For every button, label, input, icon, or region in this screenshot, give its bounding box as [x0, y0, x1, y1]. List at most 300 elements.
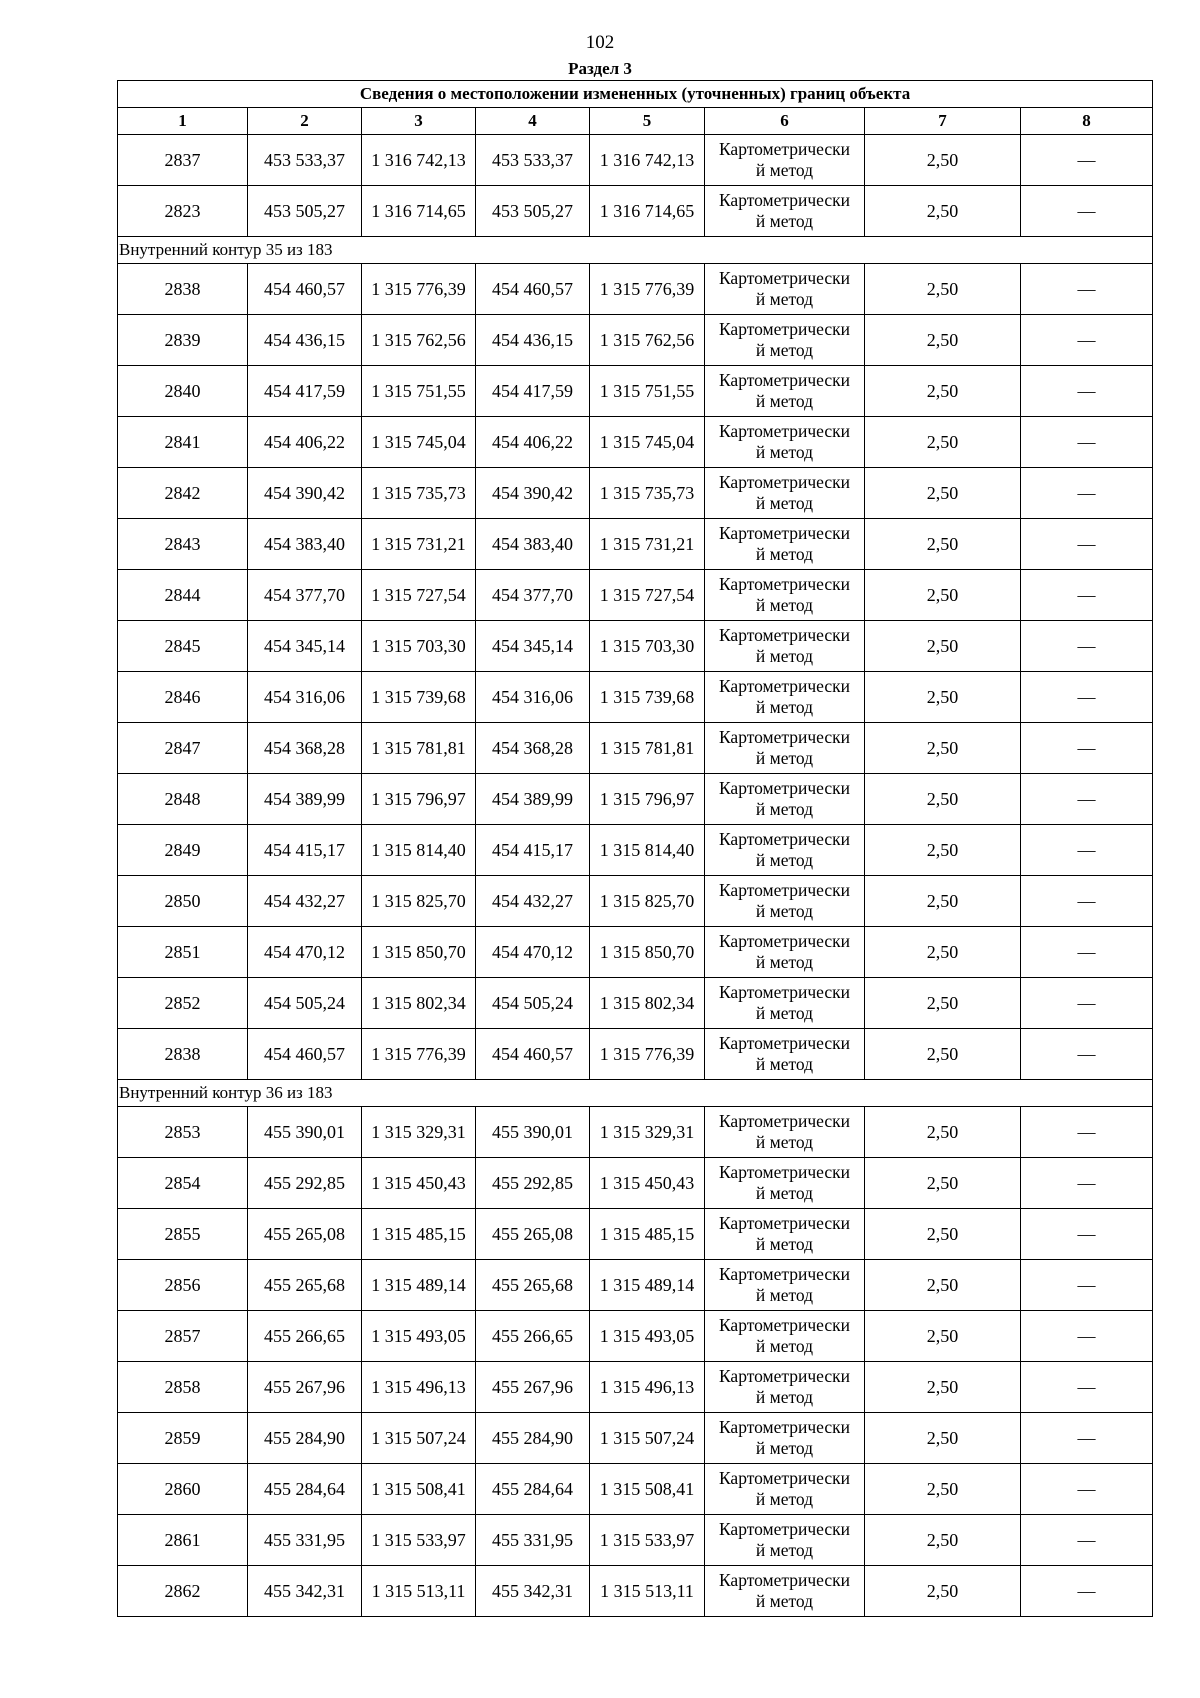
- method-cell: [705, 774, 865, 825]
- x-new-cell: 454 460,57: [476, 1029, 590, 1080]
- point-number-cell: 2843: [118, 519, 248, 570]
- accuracy-cell: 2,50: [865, 264, 1021, 315]
- y-old-cell: 1 315 735,73: [362, 468, 476, 519]
- accuracy-cell: 2,50: [865, 1209, 1021, 1260]
- table-row: [118, 186, 1153, 237]
- accuracy-cell: 2,50: [865, 1464, 1021, 1515]
- x-new-cell: 454 377,70: [476, 570, 590, 621]
- x-old-cell: 454 390,42: [248, 468, 362, 519]
- x-old-cell: 455 267,96: [248, 1362, 362, 1413]
- method-cell: [705, 978, 865, 1029]
- y-old-cell: 1 315 745,04: [362, 417, 476, 468]
- method-text-line: й метод: [755, 442, 814, 462]
- accuracy-cell: 2,50: [865, 366, 1021, 417]
- method-text-line: Картометрически: [718, 880, 851, 900]
- accuracy-cell: 2,50: [865, 672, 1021, 723]
- x-old-cell: 454 436,15: [248, 315, 362, 366]
- method-cell: [705, 723, 865, 774]
- boundary-coordinates-table: [117, 80, 1153, 1617]
- y-old-cell: 1 315 485,15: [362, 1209, 476, 1260]
- y-new-cell: 1 315 762,56: [590, 315, 705, 366]
- description-cell: —: [1021, 570, 1153, 621]
- y-old-cell: 1 315 508,41: [362, 1464, 476, 1515]
- x-old-cell: 454 368,28: [248, 723, 362, 774]
- description-cell: —: [1021, 1566, 1153, 1617]
- point-number-cell: 2849: [118, 825, 248, 876]
- method-text-line: й метод: [755, 340, 814, 360]
- x-new-cell: 455 390,01: [476, 1107, 590, 1158]
- description-cell: —: [1021, 468, 1153, 519]
- method-text-line: й метод: [755, 1003, 814, 1023]
- accuracy-cell: 2,50: [865, 876, 1021, 927]
- x-old-cell: 453 505,27: [248, 186, 362, 237]
- y-new-cell: 1 315 727,54: [590, 570, 705, 621]
- method-cell: [705, 366, 865, 417]
- point-number-cell: 2860: [118, 1464, 248, 1515]
- method-text-line: й метод: [755, 850, 814, 870]
- y-new-cell: 1 315 825,70: [590, 876, 705, 927]
- y-new-cell: 1 315 850,70: [590, 927, 705, 978]
- y-new-cell: 1 315 781,81: [590, 723, 705, 774]
- point-number-cell: 2848: [118, 774, 248, 825]
- x-new-cell: 455 265,08: [476, 1209, 590, 1260]
- contour-header-row: [118, 237, 1153, 264]
- y-new-cell: 1 315 507,24: [590, 1413, 705, 1464]
- method-text-line: Картометрически: [718, 982, 851, 1002]
- method-text-line: й метод: [755, 1054, 814, 1074]
- method-text-line: Картометрически: [718, 1417, 851, 1437]
- x-old-cell: 454 345,14: [248, 621, 362, 672]
- y-old-cell: 1 316 742,13: [362, 135, 476, 186]
- method-text-line: й метод: [755, 289, 814, 309]
- point-number-cell: 2851: [118, 927, 248, 978]
- description-cell: —: [1021, 1362, 1153, 1413]
- point-number-cell: 2839: [118, 315, 248, 366]
- y-new-cell: 1 315 731,21: [590, 519, 705, 570]
- x-new-cell: 455 284,64: [476, 1464, 590, 1515]
- method-text-line: Картометрически: [718, 268, 851, 288]
- method-text-line: й метод: [755, 646, 814, 666]
- description-cell: —: [1021, 1311, 1153, 1362]
- description-cell: —: [1021, 186, 1153, 237]
- x-old-cell: 455 266,65: [248, 1311, 362, 1362]
- x-new-cell: 455 331,95: [476, 1515, 590, 1566]
- y-old-cell: 1 315 727,54: [362, 570, 476, 621]
- method-text-line: Картометрически: [718, 676, 851, 696]
- x-new-cell: 453 505,27: [476, 186, 590, 237]
- y-new-cell: 1 315 814,40: [590, 825, 705, 876]
- method-cell: [705, 1464, 865, 1515]
- method-text-line: Картометрически: [718, 778, 851, 798]
- method-text-line: Картометрически: [718, 1570, 851, 1590]
- method-text-line: Картометрически: [718, 1162, 851, 1182]
- point-number-cell: 2859: [118, 1413, 248, 1464]
- y-old-cell: 1 315 850,70: [362, 927, 476, 978]
- y-new-cell: 1 315 513,11: [590, 1566, 705, 1617]
- accuracy-cell: 2,50: [865, 1260, 1021, 1311]
- table-row: [118, 366, 1153, 417]
- method-text-line: Картометрически: [718, 190, 851, 210]
- y-new-cell: 1 316 742,13: [590, 135, 705, 186]
- method-cell: [705, 1260, 865, 1311]
- method-cell: [705, 825, 865, 876]
- method-text-line: Картометрически: [718, 421, 851, 441]
- method-text-line: й метод: [755, 211, 814, 231]
- accuracy-cell: 2,50: [865, 927, 1021, 978]
- method-cell: [705, 1413, 865, 1464]
- method-cell: [705, 621, 865, 672]
- x-old-cell: 454 316,06: [248, 672, 362, 723]
- method-text-line: Картометрически: [718, 319, 851, 339]
- table-row: [118, 723, 1153, 774]
- y-old-cell: 1 315 450,43: [362, 1158, 476, 1209]
- point-number-cell: 2850: [118, 876, 248, 927]
- method-text-line: й метод: [755, 748, 814, 768]
- method-text-line: Картометрически: [718, 727, 851, 747]
- column-number: 4: [476, 108, 590, 135]
- description-cell: —: [1021, 417, 1153, 468]
- table-row: [118, 468, 1153, 519]
- table-row: [118, 519, 1153, 570]
- table-row: [118, 978, 1153, 1029]
- method-text-line: Картометрически: [718, 1519, 851, 1539]
- contour-header-row: [118, 1080, 1153, 1107]
- x-old-cell: 455 284,64: [248, 1464, 362, 1515]
- description-cell: —: [1021, 774, 1153, 825]
- x-old-cell: 454 377,70: [248, 570, 362, 621]
- x-new-cell: 455 267,96: [476, 1362, 590, 1413]
- method-text-line: й метод: [755, 1132, 814, 1152]
- point-number-cell: 2845: [118, 621, 248, 672]
- column-number: 5: [590, 108, 705, 135]
- y-old-cell: 1 315 493,05: [362, 1311, 476, 1362]
- x-new-cell: 454 406,22: [476, 417, 590, 468]
- table-row: [118, 1311, 1153, 1362]
- description-cell: —: [1021, 366, 1153, 417]
- y-new-cell: 1 315 735,73: [590, 468, 705, 519]
- method-cell: [705, 135, 865, 186]
- table-row: [118, 417, 1153, 468]
- column-number: 6: [705, 108, 865, 135]
- y-old-cell: 1 315 533,97: [362, 1515, 476, 1566]
- method-cell: [705, 417, 865, 468]
- description-cell: —: [1021, 825, 1153, 876]
- description-cell: —: [1021, 978, 1153, 1029]
- point-number-cell: 2858: [118, 1362, 248, 1413]
- x-new-cell: 454 345,14: [476, 621, 590, 672]
- column-number: 2: [248, 108, 362, 135]
- y-old-cell: 1 315 814,40: [362, 825, 476, 876]
- y-old-cell: 1 315 329,31: [362, 1107, 476, 1158]
- x-old-cell: 453 533,37: [248, 135, 362, 186]
- method-cell: [705, 1515, 865, 1566]
- table-caption: Сведения о местоположении измененных (уточненных) границ объекта: [118, 81, 1153, 108]
- point-number-cell: 2838: [118, 1029, 248, 1080]
- x-old-cell: 455 265,68: [248, 1260, 362, 1311]
- x-new-cell: 454 390,42: [476, 468, 590, 519]
- method-text-line: Картометрически: [718, 931, 851, 951]
- description-cell: —: [1021, 1029, 1153, 1080]
- accuracy-cell: 2,50: [865, 723, 1021, 774]
- method-text-line: Картометрически: [718, 370, 851, 390]
- y-old-cell: 1 316 714,65: [362, 186, 476, 237]
- y-new-cell: 1 315 489,14: [590, 1260, 705, 1311]
- method-cell: [705, 186, 865, 237]
- x-old-cell: 454 383,40: [248, 519, 362, 570]
- x-new-cell: 454 389,99: [476, 774, 590, 825]
- point-number-cell: 2857: [118, 1311, 248, 1362]
- accuracy-cell: 2,50: [865, 1515, 1021, 1566]
- method-text-line: й метод: [755, 901, 814, 921]
- method-text-line: Картометрически: [718, 829, 851, 849]
- x-old-cell: 455 284,90: [248, 1413, 362, 1464]
- method-cell: [705, 1362, 865, 1413]
- x-new-cell: 454 417,59: [476, 366, 590, 417]
- x-old-cell: 454 389,99: [248, 774, 362, 825]
- x-new-cell: 455 265,68: [476, 1260, 590, 1311]
- x-old-cell: 454 415,17: [248, 825, 362, 876]
- point-number-cell: 2838: [118, 264, 248, 315]
- y-old-cell: 1 315 513,11: [362, 1566, 476, 1617]
- column-number: 8: [1021, 108, 1153, 135]
- method-text-line: Картометрически: [718, 625, 851, 645]
- y-new-cell: 1 315 329,31: [590, 1107, 705, 1158]
- accuracy-cell: 2,50: [865, 1362, 1021, 1413]
- y-old-cell: 1 315 739,68: [362, 672, 476, 723]
- y-old-cell: 1 315 776,39: [362, 1029, 476, 1080]
- table-row: [118, 135, 1153, 186]
- table-row: [118, 621, 1153, 672]
- y-new-cell: 1 315 493,05: [590, 1311, 705, 1362]
- method-text-line: й метод: [755, 1489, 814, 1509]
- description-cell: —: [1021, 927, 1153, 978]
- point-number-cell: 2861: [118, 1515, 248, 1566]
- y-new-cell: 1 315 508,41: [590, 1464, 705, 1515]
- method-text-line: Картометрически: [718, 1213, 851, 1233]
- method-text-line: Картометрически: [718, 1315, 851, 1335]
- x-new-cell: 454 460,57: [476, 264, 590, 315]
- table-row: [118, 876, 1153, 927]
- method-cell: [705, 927, 865, 978]
- y-old-cell: 1 315 776,39: [362, 264, 476, 315]
- y-new-cell: 1 315 751,55: [590, 366, 705, 417]
- accuracy-cell: 2,50: [865, 417, 1021, 468]
- x-new-cell: 455 284,90: [476, 1413, 590, 1464]
- table-row: [118, 1362, 1153, 1413]
- accuracy-cell: 2,50: [865, 1311, 1021, 1362]
- y-old-cell: 1 315 751,55: [362, 366, 476, 417]
- method-text-line: Картометрически: [718, 1264, 851, 1284]
- accuracy-cell: 2,50: [865, 135, 1021, 186]
- method-text-line: Картометрически: [718, 472, 851, 492]
- y-new-cell: 1 315 485,15: [590, 1209, 705, 1260]
- description-cell: —: [1021, 519, 1153, 570]
- y-new-cell: 1 315 739,68: [590, 672, 705, 723]
- y-new-cell: 1 315 496,13: [590, 1362, 705, 1413]
- y-new-cell: 1 315 776,39: [590, 264, 705, 315]
- description-cell: —: [1021, 1413, 1153, 1464]
- method-cell: [705, 1029, 865, 1080]
- method-cell: [705, 468, 865, 519]
- accuracy-cell: 2,50: [865, 315, 1021, 366]
- accuracy-cell: 2,50: [865, 1107, 1021, 1158]
- accuracy-cell: 2,50: [865, 519, 1021, 570]
- method-cell: [705, 876, 865, 927]
- y-new-cell: 1 315 450,43: [590, 1158, 705, 1209]
- table-row: [118, 1029, 1153, 1080]
- point-number-cell: 2844: [118, 570, 248, 621]
- method-text-line: й метод: [755, 697, 814, 717]
- method-text-line: й метод: [755, 160, 814, 180]
- method-text-line: й метод: [755, 1438, 814, 1458]
- y-old-cell: 1 315 825,70: [362, 876, 476, 927]
- accuracy-cell: 2,50: [865, 186, 1021, 237]
- point-number-cell: 2853: [118, 1107, 248, 1158]
- method-cell: [705, 570, 865, 621]
- table-row: [118, 825, 1153, 876]
- x-new-cell: 454 368,28: [476, 723, 590, 774]
- column-number: 3: [362, 108, 476, 135]
- y-old-cell: 1 315 802,34: [362, 978, 476, 1029]
- x-new-cell: 454 415,17: [476, 825, 590, 876]
- table-row: [118, 1413, 1153, 1464]
- point-number-cell: 2842: [118, 468, 248, 519]
- accuracy-cell: 2,50: [865, 825, 1021, 876]
- y-old-cell: 1 315 489,14: [362, 1260, 476, 1311]
- method-text-line: й метод: [755, 1183, 814, 1203]
- point-number-cell: 2846: [118, 672, 248, 723]
- y-new-cell: 1 315 796,97: [590, 774, 705, 825]
- description-cell: —: [1021, 1260, 1153, 1311]
- method-text-line: Картометрически: [718, 523, 851, 543]
- method-text-line: й метод: [755, 493, 814, 513]
- y-old-cell: 1 315 731,21: [362, 519, 476, 570]
- accuracy-cell: 2,50: [865, 978, 1021, 1029]
- y-new-cell: 1 315 703,30: [590, 621, 705, 672]
- point-number-cell: 2852: [118, 978, 248, 1029]
- method-cell: [705, 1107, 865, 1158]
- column-number: 7: [865, 108, 1021, 135]
- x-old-cell: 454 417,59: [248, 366, 362, 417]
- x-new-cell: 453 533,37: [476, 135, 590, 186]
- x-old-cell: 455 331,95: [248, 1515, 362, 1566]
- point-number-cell: 2862: [118, 1566, 248, 1617]
- table-row: [118, 1515, 1153, 1566]
- point-number-cell: 2840: [118, 366, 248, 417]
- table-row: [118, 1566, 1153, 1617]
- accuracy-cell: 2,50: [865, 468, 1021, 519]
- method-cell: [705, 1566, 865, 1617]
- method-text-line: й метод: [755, 1285, 814, 1305]
- x-old-cell: 455 292,85: [248, 1158, 362, 1209]
- x-new-cell: 455 342,31: [476, 1566, 590, 1617]
- x-new-cell: 454 383,40: [476, 519, 590, 570]
- method-text-line: й метод: [755, 595, 814, 615]
- method-text-line: й метод: [755, 544, 814, 564]
- table-row: [118, 570, 1153, 621]
- description-cell: —: [1021, 621, 1153, 672]
- x-old-cell: 455 390,01: [248, 1107, 362, 1158]
- table-row: [118, 315, 1153, 366]
- method-cell: [705, 264, 865, 315]
- column-number: 1: [118, 108, 248, 135]
- description-cell: —: [1021, 876, 1153, 927]
- method-text-line: Картометрически: [718, 1033, 851, 1053]
- table-row: [118, 1260, 1153, 1311]
- point-number-cell: 2847: [118, 723, 248, 774]
- point-number-cell: 2855: [118, 1209, 248, 1260]
- x-old-cell: 454 505,24: [248, 978, 362, 1029]
- method-text-line: й метод: [755, 391, 814, 411]
- description-cell: —: [1021, 672, 1153, 723]
- x-new-cell: 455 266,65: [476, 1311, 590, 1362]
- table-row: [118, 927, 1153, 978]
- contour-label: Внутренний контур 36 из 183: [118, 1080, 1153, 1107]
- point-number-cell: 2823: [118, 186, 248, 237]
- section-title: Раздел 3: [568, 59, 632, 78]
- table-row: [118, 1107, 1153, 1158]
- x-old-cell: 454 470,12: [248, 927, 362, 978]
- table-row: [118, 1209, 1153, 1260]
- description-cell: —: [1021, 1515, 1153, 1566]
- x-new-cell: 454 505,24: [476, 978, 590, 1029]
- table-row: [118, 1158, 1153, 1209]
- table-row: [118, 264, 1153, 315]
- table-caption-row: [118, 81, 1153, 108]
- x-new-cell: 454 432,27: [476, 876, 590, 927]
- y-old-cell: 1 315 496,13: [362, 1362, 476, 1413]
- method-cell: [705, 1311, 865, 1362]
- description-cell: —: [1021, 723, 1153, 774]
- x-old-cell: 455 342,31: [248, 1566, 362, 1617]
- description-cell: —: [1021, 1464, 1153, 1515]
- accuracy-cell: 2,50: [865, 1029, 1021, 1080]
- method-text-line: й метод: [755, 1234, 814, 1254]
- y-old-cell: 1 315 781,81: [362, 723, 476, 774]
- description-cell: —: [1021, 135, 1153, 186]
- x-new-cell: 454 316,06: [476, 672, 590, 723]
- y-old-cell: 1 315 762,56: [362, 315, 476, 366]
- method-text-line: й метод: [755, 952, 814, 972]
- description-cell: —: [1021, 1209, 1153, 1260]
- y-new-cell: 1 315 533,97: [590, 1515, 705, 1566]
- contour-label: Внутренний контур 35 из 183: [118, 237, 1153, 264]
- x-new-cell: 454 436,15: [476, 315, 590, 366]
- description-cell: —: [1021, 1158, 1153, 1209]
- accuracy-cell: 2,50: [865, 1566, 1021, 1617]
- point-number-cell: 2841: [118, 417, 248, 468]
- method-text-line: Картометрически: [718, 574, 851, 594]
- point-number-cell: 2856: [118, 1260, 248, 1311]
- y-new-cell: 1 315 802,34: [590, 978, 705, 1029]
- method-cell: [705, 1209, 865, 1260]
- method-text-line: Картометрически: [718, 1468, 851, 1488]
- method-cell: [705, 315, 865, 366]
- y-new-cell: 1 316 714,65: [590, 186, 705, 237]
- x-new-cell: 454 470,12: [476, 927, 590, 978]
- method-text-line: й метод: [755, 1540, 814, 1560]
- method-cell: [705, 672, 865, 723]
- accuracy-cell: 2,50: [865, 774, 1021, 825]
- accuracy-cell: 2,50: [865, 1413, 1021, 1464]
- x-new-cell: 455 292,85: [476, 1158, 590, 1209]
- method-cell: [705, 1158, 865, 1209]
- accuracy-cell: 2,50: [865, 1158, 1021, 1209]
- y-new-cell: 1 315 776,39: [590, 1029, 705, 1080]
- page-number: 102: [585, 32, 615, 53]
- point-number-cell: 2837: [118, 135, 248, 186]
- x-old-cell: 455 265,08: [248, 1209, 362, 1260]
